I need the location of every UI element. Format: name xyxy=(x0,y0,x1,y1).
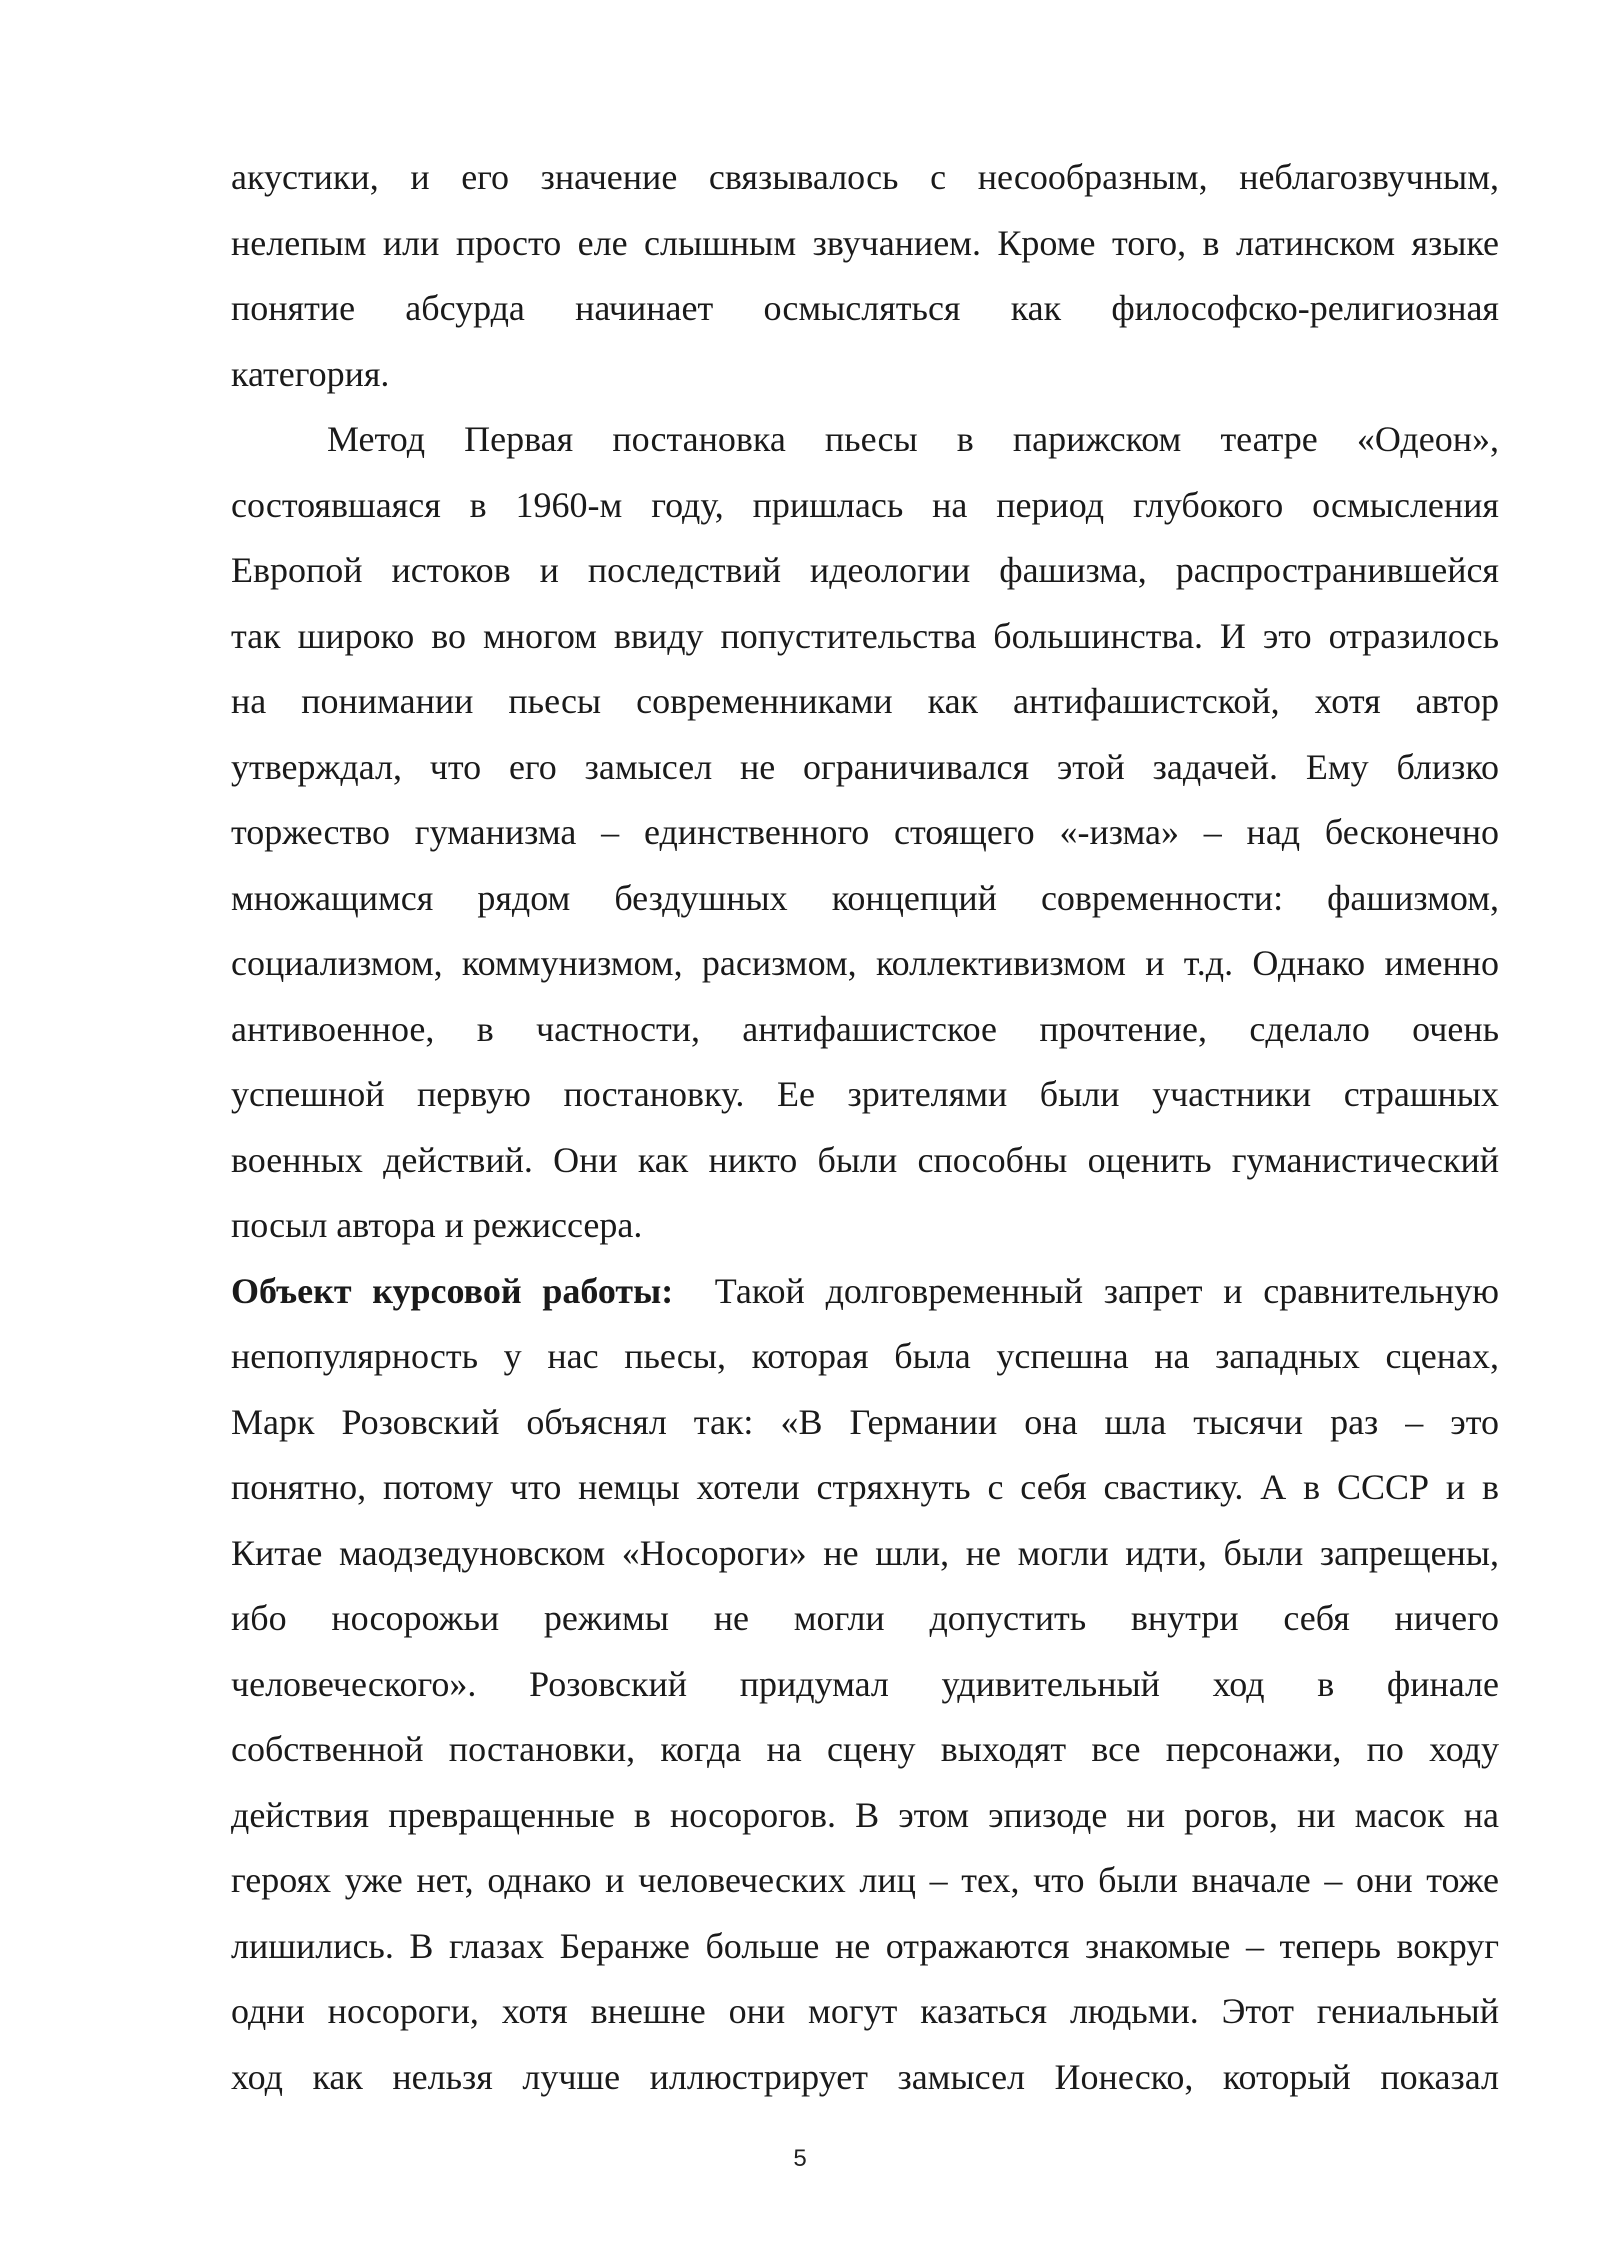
document-body xyxy=(231,145,1499,2110)
text-line: понятно, потому что немцы хотели стряхнуть с себя свастику. А в СССР и в xyxy=(231,1467,1499,1507)
text-line: Европой истоков и последствий идеологии фашизма, распространившейся xyxy=(231,550,1499,590)
text-line: ход как нельзя лучше иллюстрирует замысел Ионеско, который показал xyxy=(231,2056,1499,2097)
text-line: категория. xyxy=(231,353,390,394)
text-line: посыл автора и режиссера. xyxy=(231,1205,643,1245)
text-line: непопулярность у нас пьесы, которая была успешна на западных сценах, xyxy=(231,1336,1499,1376)
text-line: действия превращенные в носорогов. В этом эпизоде ни рогов, ни масок на xyxy=(231,1794,1499,1835)
text-line: успешной первую постановку. Ее зрителями были участники страшных xyxy=(231,1074,1499,1114)
text-line: торжество гуманизма – единственного стоящего «-изма» – над бесконечно xyxy=(231,812,1499,852)
object-label: Объект курсовой работы: xyxy=(231,1270,674,1311)
text-line: героях уже нет, однако и человеческих лиц – тех, что были вначале – они тоже xyxy=(231,1860,1499,1900)
text-line: лишились. В глазах Беранже больше не отражаются знакомые – теперь вокруг xyxy=(231,1925,1499,1966)
text-line: так широко во многом ввиду попустительства большинства. И это отразилось xyxy=(231,615,1499,656)
text-line: собственной постановки, когда на сцену выходят все персонажи, по ходу xyxy=(231,1729,1499,1769)
object-line xyxy=(231,1259,1499,1325)
text-line: состоявшаяся в 1960-м году, пришлась на период глубокого осмысления xyxy=(231,484,1499,525)
text-line: социализмом, коммунизмом, расизмом, коллективизмом и т.д. Однако именно xyxy=(231,943,1499,983)
text-line: человеческого». Розовский придумал удивительный ход в финале xyxy=(231,1663,1499,1704)
text-line: ибо носорожьи режимы не могли допустить внутри себя ничего xyxy=(231,1598,1499,1638)
object-text: Такой долговременный запрет и сравнительную xyxy=(714,1270,1499,1311)
text-line: акустики, и его значение связывалось с несообразным, неблагозвучным, xyxy=(231,157,1499,197)
page-number: 5 xyxy=(793,2145,807,2172)
text-line: одни носороги, хотя внешне они могут казаться людьми. Этот гениальный xyxy=(231,1991,1499,2031)
text-line: военных действий. Они как никто были способны оценить гуманистический xyxy=(231,1139,1499,1180)
text-line: Метод Первая постановка пьесы в парижском театре «Одеон», xyxy=(327,419,1499,459)
text-line: множащимся рядом бездушных концепций современности: фашизмом, xyxy=(231,877,1499,918)
text-line: Китае маодзедуновском «Носороги» не шли, не могли идти, были запрещены, xyxy=(231,1532,1499,1573)
text-line: понятие абсурда начинает осмысляться как философско-религиозная xyxy=(231,288,1499,328)
text-line: на понимании пьесы современниками как антифашистской, хотя автор xyxy=(231,681,1499,721)
text-line: нелепым или просто еле слышным звучанием. Кроме того, в латинском языке xyxy=(231,222,1499,263)
text-line: утверждал, что его замысел не ограничивался этой задачей. Ему близко xyxy=(231,746,1499,787)
text-line: антивоенное, в частности, антифашистское прочтение, сделало очень xyxy=(231,1008,1499,1049)
text-line: Марк Розовский объяснял так: «В Германии она шла тысячи раз – это xyxy=(231,1401,1499,1442)
